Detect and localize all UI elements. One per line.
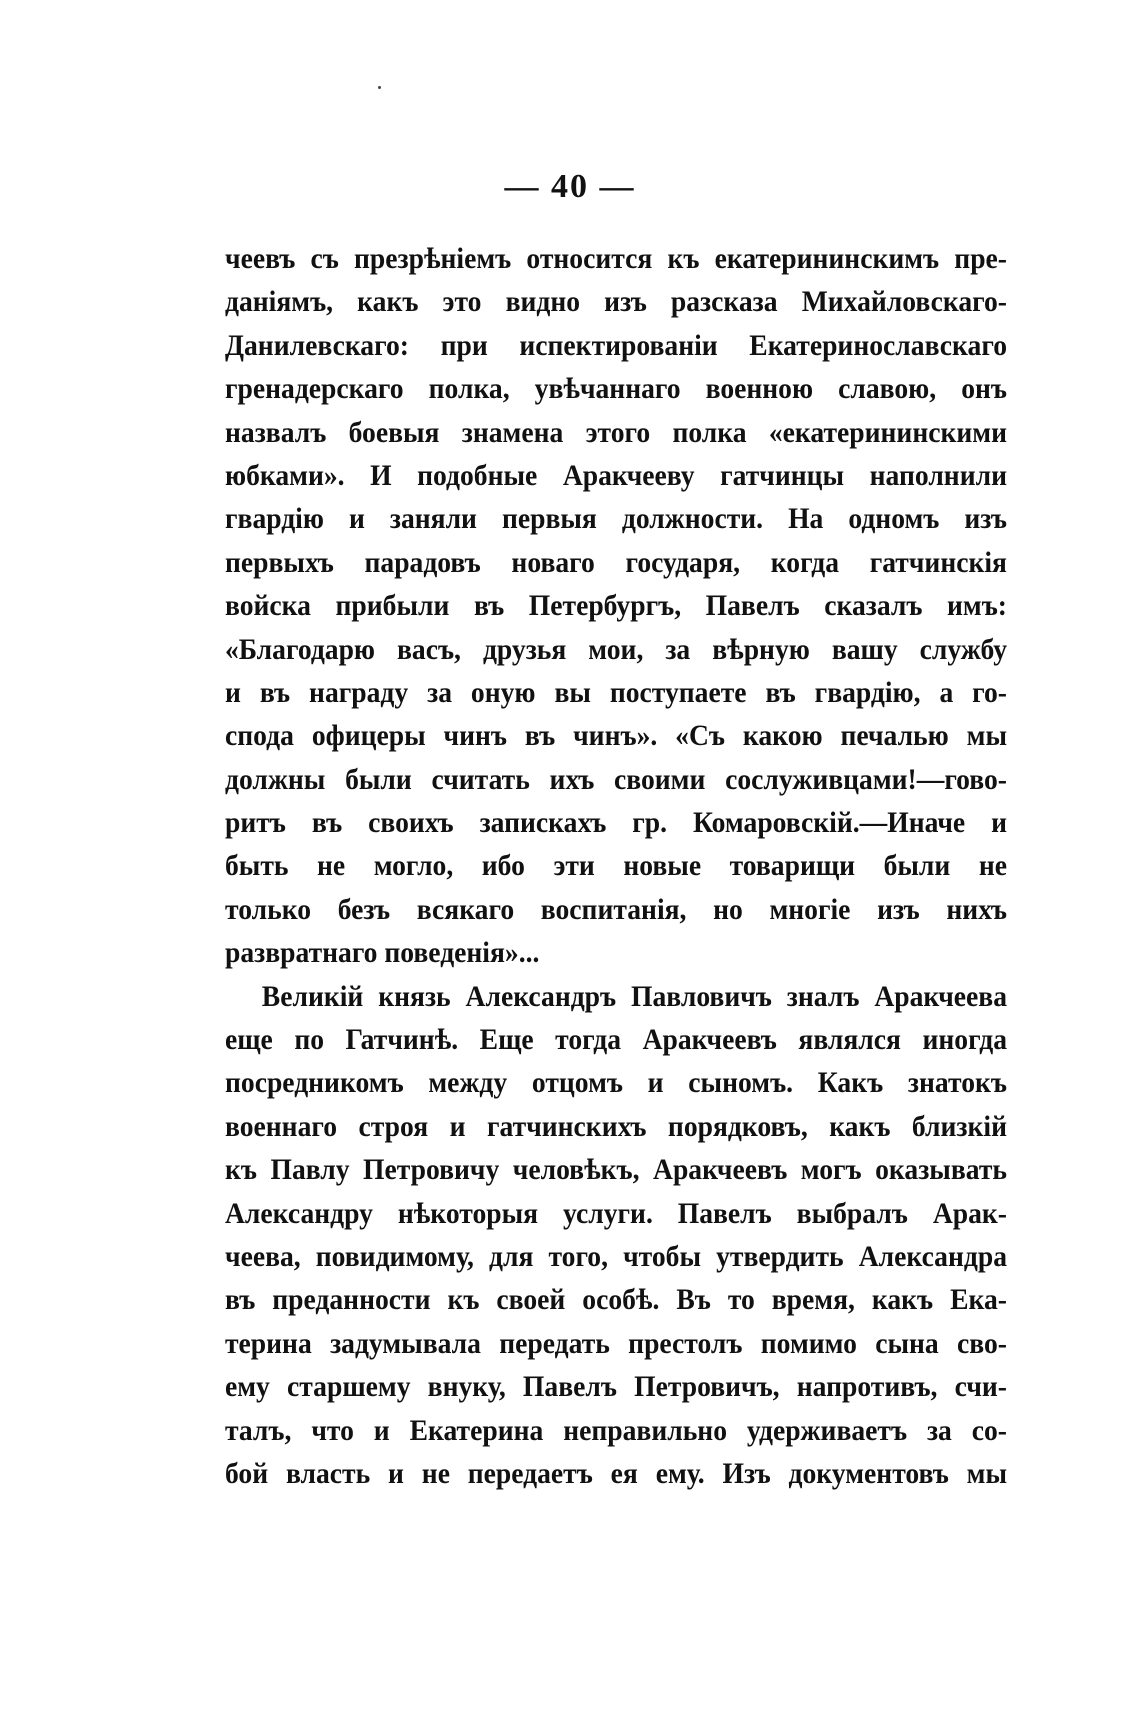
text-line: войска прибыли въ Петербургъ, Павелъ сказалъ имъ: <box>225 589 1007 623</box>
text-line: только безъ всякаго воспитанія, но многіе изъ нихъ <box>225 892 1007 926</box>
text-line: къ Павлу Петровичу человѣкъ, Аракчеевъ могъ оказывать <box>225 1153 1007 1187</box>
text-line: и въ награду за оную вы поступаете въ гвардію, а го- <box>225 675 1007 709</box>
text-line: гренадерскаго полка, увѣчаннаго военною славою, онъ <box>225 372 1007 406</box>
text-line: «Благодарю васъ, друзья мои, за вѣрную вашу службу <box>225 632 1007 666</box>
text-line: юбками». И подобные Аракчееву гатчинцы наполнили <box>225 458 1007 492</box>
paragraph-end-line: развратнаго поведенія»... <box>225 936 540 970</box>
text-line: ему старшему внуку, Павелъ Петровичъ, напротивъ, счи- <box>225 1370 1007 1404</box>
text-line: быть не могло, ибо эти новые товарищи были не <box>225 849 1007 883</box>
text-line: терина задумывала передать престолъ помимо сына сво- <box>225 1326 1007 1360</box>
text-line: въ преданности къ своей особѣ. Въ то время, какъ Ека- <box>225 1283 1007 1317</box>
text-line: назвалъ боевыя знамена этого полка «екатерининскими <box>225 415 1007 449</box>
text-line: талъ, что и Екатерина неправильно удерживаетъ за со- <box>225 1413 1007 1447</box>
text-line: чеева, повидимому, для того, чтобы утвердить Александра <box>225 1239 1007 1273</box>
text-line: бой власть и не передаетъ ея ему. Изъ документовъ мы <box>225 1456 1007 1490</box>
text-line: Александру нѣкоторыя услуги. Павелъ выбралъ Арак- <box>225 1196 1007 1230</box>
text-line: гвардію и заняли первыя должности. На одномъ изъ <box>225 502 1007 536</box>
text-line: ритъ въ своихъ запискахъ гр. Комаровскій.—Иначе и <box>225 806 1007 840</box>
page-number: — 40 — <box>504 168 636 205</box>
text-line: даніямъ, какъ это видно изъ разсказа Михайловскаго- <box>225 285 1007 319</box>
text-line: должны были считать ихъ своими сослуживцами!—гово- <box>225 762 1007 796</box>
paper-speck <box>378 86 381 89</box>
text-line: Данилевскаго: при испектированіи Екатеринославскаго <box>225 328 1007 362</box>
text-line: первыхъ парадовъ новаго государя, когда гатчинскія <box>225 545 1007 579</box>
text-line: посредникомъ между отцомъ и сыномъ. Какъ знатокъ <box>225 1066 1007 1100</box>
body-text <box>225 237 1007 1495</box>
text-line: еще по Гатчинѣ. Еще тогда Аракчеевъ являлся иногда <box>225 1023 1007 1057</box>
text-line: военнаго строя и гатчинскихъ порядковъ, какъ близкій <box>225 1109 1007 1143</box>
paragraph-start-line: Великій князь Александръ Павловичъ зналъ Аракчеева <box>261 979 1007 1013</box>
text-line: спода офицеры чинъ въ чинъ». «Съ какою печалью мы <box>225 719 1007 753</box>
text-line: чеевъ съ презрѣніемъ относится къ екатерининскимъ пре- <box>225 242 1007 275</box>
